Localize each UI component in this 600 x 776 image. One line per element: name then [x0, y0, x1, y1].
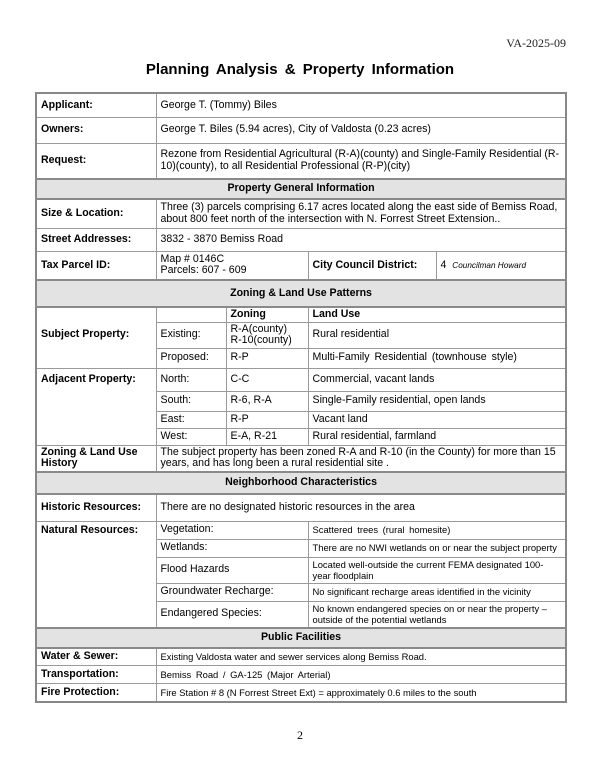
property-info-table	[35, 92, 567, 703]
size-location-label: Size & Location:	[36, 199, 156, 228]
historic-resources-value: There are no designated historic resources in the area	[156, 494, 566, 521]
existing-zoning-1: R-A(county)	[230, 322, 288, 335]
endangered-species-label: Endangered Species:	[156, 601, 308, 628]
east-label: East:	[156, 411, 226, 428]
north-row	[36, 368, 566, 391]
owners-row	[36, 117, 566, 143]
endangered-species-value: No known endangered species on or near the property – outside of the potential wetlands	[308, 601, 566, 628]
facilities-section-title: Public Facilities	[36, 628, 566, 648]
request-value: Rezone from Residential Agricultural (R-A)(county) and Single-Family Residential (R-10)(county), to all Residential Professional (R-P)(city)	[156, 143, 566, 179]
size-location-row	[36, 199, 566, 228]
vegetation-row	[36, 521, 566, 539]
water-sewer-value: Existing Valdosta water and sewer services along Bemiss Road.	[156, 648, 566, 666]
zoning-history-value: The subject property has been zoned R-A and R-10 (in the County) for more than 15 years, and has long been a rural residential site .	[156, 445, 566, 472]
proposed-label: Proposed:	[156, 348, 226, 368]
transportation-label: Transportation:	[36, 666, 156, 684]
request-row	[36, 143, 566, 179]
endangered-species-row	[36, 601, 566, 628]
wetlands-row	[36, 539, 566, 557]
councilman-name: Councilman Howard	[452, 260, 527, 270]
south-land-use: Single-Family residential, open lands	[308, 391, 566, 411]
transportation-value: Bemiss Road / GA-125 (Major Arterial)	[156, 666, 566, 684]
street-address-label: Street Addresses:	[36, 228, 156, 251]
land-use-column-header: Land Use	[308, 307, 566, 322]
north-land-use: Commercial, vacant lands	[308, 368, 566, 391]
flood-hazards-label: Flood Hazards	[156, 557, 308, 583]
flood-hazards-value: Located well-outside the current FEMA designated 100-year floodplain	[308, 557, 566, 583]
request-label: Request:	[36, 143, 156, 179]
natural-resources-label: Natural Resources:	[36, 521, 156, 539]
size-location-value: Three (3) parcels comprising 6.17 acres located along the east side of Bemiss Road, about 800 feet north of the intersection with N. Forrest Street Extension..	[156, 199, 566, 228]
proposed-row	[36, 348, 566, 368]
west-zoning: E-A, R-21	[226, 428, 308, 445]
tax-parcel-value	[156, 251, 308, 280]
proposed-land-use: Multi-Family Residential (townhouse style)	[308, 348, 566, 368]
groundwater-value: No significant recharge areas identified in the vicinity	[308, 583, 566, 601]
north-label: North:	[156, 368, 226, 391]
flood-hazards-row	[36, 557, 566, 583]
existing-zoning-2: R-10(county)	[230, 334, 292, 346]
page-number: 2	[297, 728, 303, 742]
existing-row	[36, 322, 566, 348]
east-land-use: Vacant land	[308, 411, 566, 428]
neighborhood-section-title: Neighborhood Characteristics	[36, 472, 566, 494]
historic-resources-label: Historic Resources:	[36, 494, 156, 521]
wetlands-label: Wetlands:	[156, 539, 308, 557]
council-district-value	[436, 251, 566, 280]
zoning-history-label: Zoning & Land Use History	[36, 445, 156, 472]
page-title: Planning Analysis & Property Information	[145, 61, 455, 78]
applicant-value: George T. (Tommy) Biles	[156, 93, 566, 117]
west-row	[36, 428, 566, 445]
street-address-row	[36, 228, 566, 251]
groundwater-row	[36, 583, 566, 601]
owners-value: George T. Biles (5.94 acres), City of Valdosta (0.23 acres)	[156, 117, 566, 143]
section-header-facilities	[36, 628, 566, 648]
south-label: South:	[156, 391, 226, 411]
wetlands-value: There are no NWI wetlands on or near the subject property	[308, 539, 566, 557]
east-row	[36, 411, 566, 428]
south-row	[36, 391, 566, 411]
map-number: Map # 0146C	[160, 252, 225, 265]
water-sewer-row	[36, 648, 566, 666]
owners-label: Owners:	[36, 117, 156, 143]
document-reference: VA-2025-09	[506, 36, 566, 50]
existing-land-use: Rural residential	[308, 322, 566, 348]
transportation-row	[36, 666, 566, 684]
existing-label: Existing:	[156, 322, 226, 348]
vegetation-value: Scattered trees (rural homesite)	[308, 521, 566, 539]
section-header-zoning	[36, 280, 566, 307]
zoning-column-header-row	[36, 307, 566, 322]
tax-parcel-label: Tax Parcel ID:	[36, 251, 156, 280]
zoning-section-title: Zoning & Land Use Patterns	[36, 280, 566, 307]
parcel-numbers: Parcels: 607 - 609	[160, 264, 247, 277]
existing-zoning	[226, 322, 308, 348]
groundwater-label: Groundwater Recharge:	[156, 583, 308, 601]
fire-protection-value: Fire Station # 8 (N Forrest Street Ext) = approximately 0.6 miles to the south	[156, 684, 566, 702]
fire-protection-label: Fire Protection:	[36, 684, 156, 702]
west-land-use: Rural residential, farmland	[308, 428, 566, 445]
subject-property-label: Subject Property:	[36, 322, 156, 348]
council-district-label: City Council District:	[308, 251, 436, 280]
district-number: 4	[440, 258, 447, 271]
zoning-column-header: Zoning	[226, 307, 308, 322]
proposed-zoning: R-P	[226, 348, 308, 368]
south-zoning: R-6, R-A	[226, 391, 308, 411]
fire-protection-row	[36, 684, 566, 702]
applicant-row	[36, 93, 566, 117]
zoning-history-row	[36, 445, 566, 472]
west-label: West:	[156, 428, 226, 445]
tax-parcel-row	[36, 251, 566, 280]
section-header-general	[36, 179, 566, 199]
applicant-label: Applicant:	[36, 93, 156, 117]
vegetation-label: Vegetation:	[156, 521, 308, 539]
section-header-neighborhood	[36, 472, 566, 494]
water-sewer-label: Water & Sewer:	[36, 648, 156, 666]
adjacent-property-label: Adjacent Property:	[36, 368, 156, 391]
east-zoning: R-P	[226, 411, 308, 428]
north-zoning: C-C	[226, 368, 308, 391]
street-address-value: 3832 - 3870 Bemiss Road	[156, 228, 566, 251]
general-section-title: Property General Information	[36, 179, 566, 199]
historic-resources-row	[36, 494, 566, 521]
